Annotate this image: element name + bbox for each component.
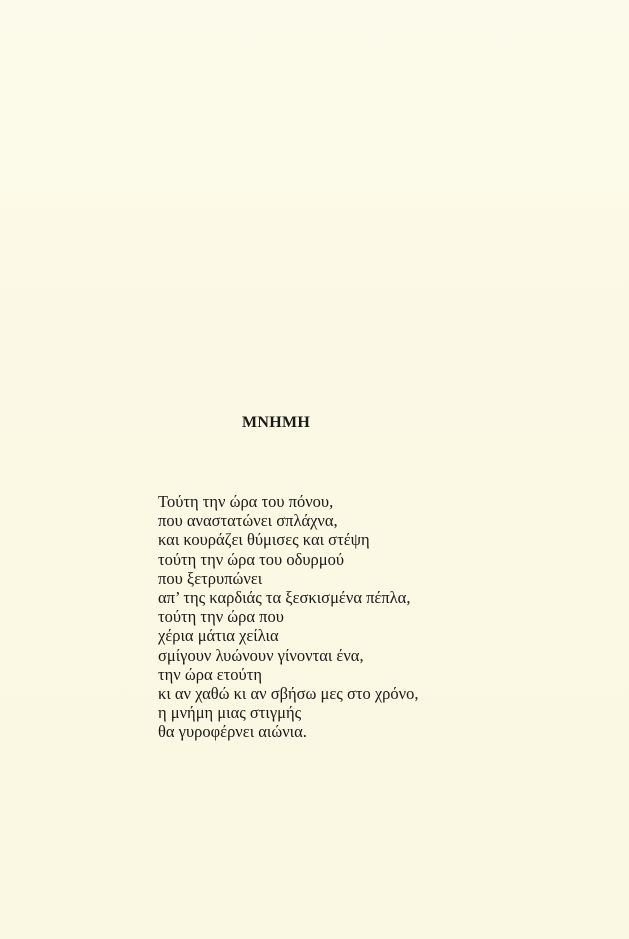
poem-title: ΜΝΗΜΗ <box>242 414 311 431</box>
poem-line: την ώρα ετούτη <box>158 664 262 684</box>
poem-line: που αναστατώνει σπλάχνα, <box>158 511 338 531</box>
poem-line: κι αν χαθώ κι αν σβήσω μες στο χρόνο, <box>158 683 419 703</box>
poem-line: που ξετρυπώνει <box>158 568 263 588</box>
poem-line: θα γυροφέρνει αιώνια. <box>158 722 307 742</box>
poem-line: Τούτη την ώρα του πόνου, <box>158 492 334 511</box>
poem-line: τούτη την ώρα που <box>158 607 284 627</box>
poem-body <box>158 492 419 741</box>
poem-line: χέρια μάτια χείλια <box>158 626 279 646</box>
poem-line: η μνήμη μιας στιγμής <box>158 703 302 723</box>
poem-line: σμίγουν λυώνουν γίνονται ένα, <box>158 645 364 665</box>
poem-line: και κουράζει θύμισες και στέψη <box>158 530 370 550</box>
poem-line: τούτη την ώρα του οδυρμού <box>158 549 345 569</box>
poem-line: απ’ της καρδιάς τα ξεσκισμένα πέπλα, <box>158 587 411 607</box>
